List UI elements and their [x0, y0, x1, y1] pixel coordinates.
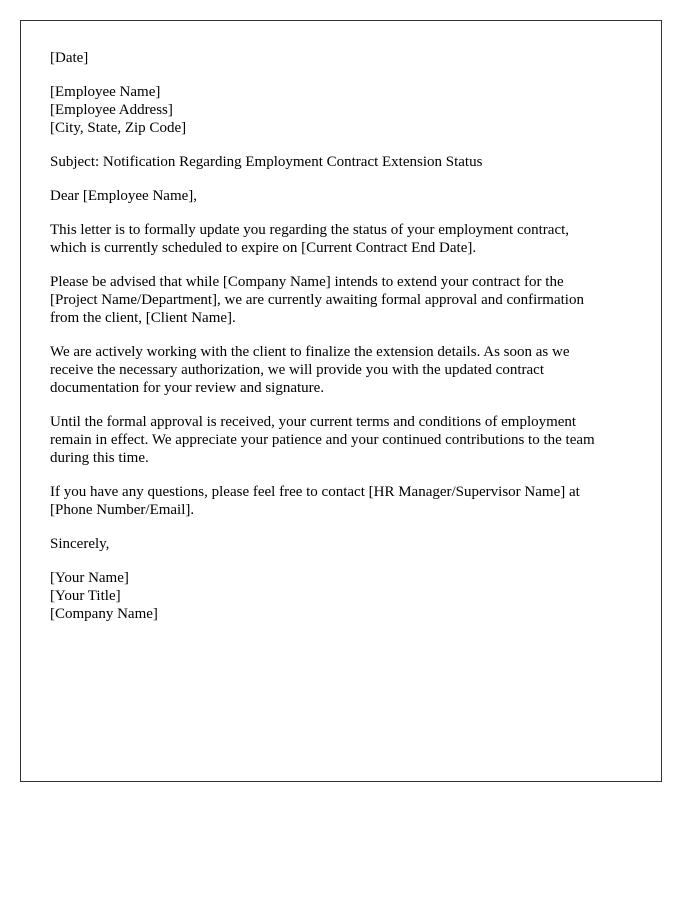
signer-name: [Your Name]	[50, 570, 129, 586]
paragraph-5	[50, 483, 641, 519]
paragraph-line: [Phone Number/Email].	[50, 502, 195, 518]
paragraph-line: receive the necessary authorization, we will provide you with the updated contract	[50, 362, 544, 378]
closing	[50, 535, 641, 553]
paragraph-line: [Project Name/Department], we are currently awaiting formal approval and confirmation	[50, 292, 584, 308]
paragraph-line: If you have any questions, please feel free to contact [HR Manager/Supervisor Name] at	[50, 484, 580, 500]
letter-body	[50, 49, 641, 639]
paragraph-2	[50, 273, 641, 327]
paragraph-line: during this time.	[50, 450, 149, 466]
paragraph-3	[50, 343, 641, 397]
recipient-city: [City, State, Zip Code]	[50, 120, 187, 136]
paragraph-line: This letter is to formally update you regarding the status of your employment contract,	[50, 222, 570, 238]
recipient-name: [Employee Name]	[50, 84, 161, 100]
date	[50, 49, 641, 67]
paragraph-line: Please be advised that while [Company Name] intends to extend your contract for the	[50, 274, 564, 290]
paragraph-1	[50, 221, 641, 257]
signer-title: [Your Title]	[50, 588, 121, 604]
subject-text: Subject: Notification Regarding Employment Contract Extension Status	[50, 154, 483, 170]
paragraph-line: remain in effect. We appreciate your patience and your continued contributions to the team	[50, 432, 595, 448]
date-text: [Date]	[50, 50, 89, 66]
letter-page	[20, 20, 662, 782]
recipient-address	[50, 83, 641, 137]
signer-company: [Company Name]	[50, 606, 158, 622]
paragraph-line: We are actively working with the client to finalize the extension details. As soon as we	[50, 344, 570, 360]
paragraph-line: documentation for your review and signature.	[50, 380, 325, 396]
closing-text: Sincerely,	[50, 536, 110, 552]
recipient-street: [Employee Address]	[50, 102, 173, 118]
paragraph-line: Until the formal approval is received, your current terms and conditions of employment	[50, 414, 577, 430]
salutation	[50, 187, 641, 205]
paragraph-line: from the client, [Client Name].	[50, 310, 236, 326]
signature-block	[50, 569, 641, 623]
paragraph-line: which is currently scheduled to expire on [Current Contract End Date].	[50, 240, 477, 256]
subject-line	[50, 153, 641, 171]
salutation-text: Dear [Employee Name],	[50, 188, 198, 204]
paragraph-4	[50, 413, 641, 467]
